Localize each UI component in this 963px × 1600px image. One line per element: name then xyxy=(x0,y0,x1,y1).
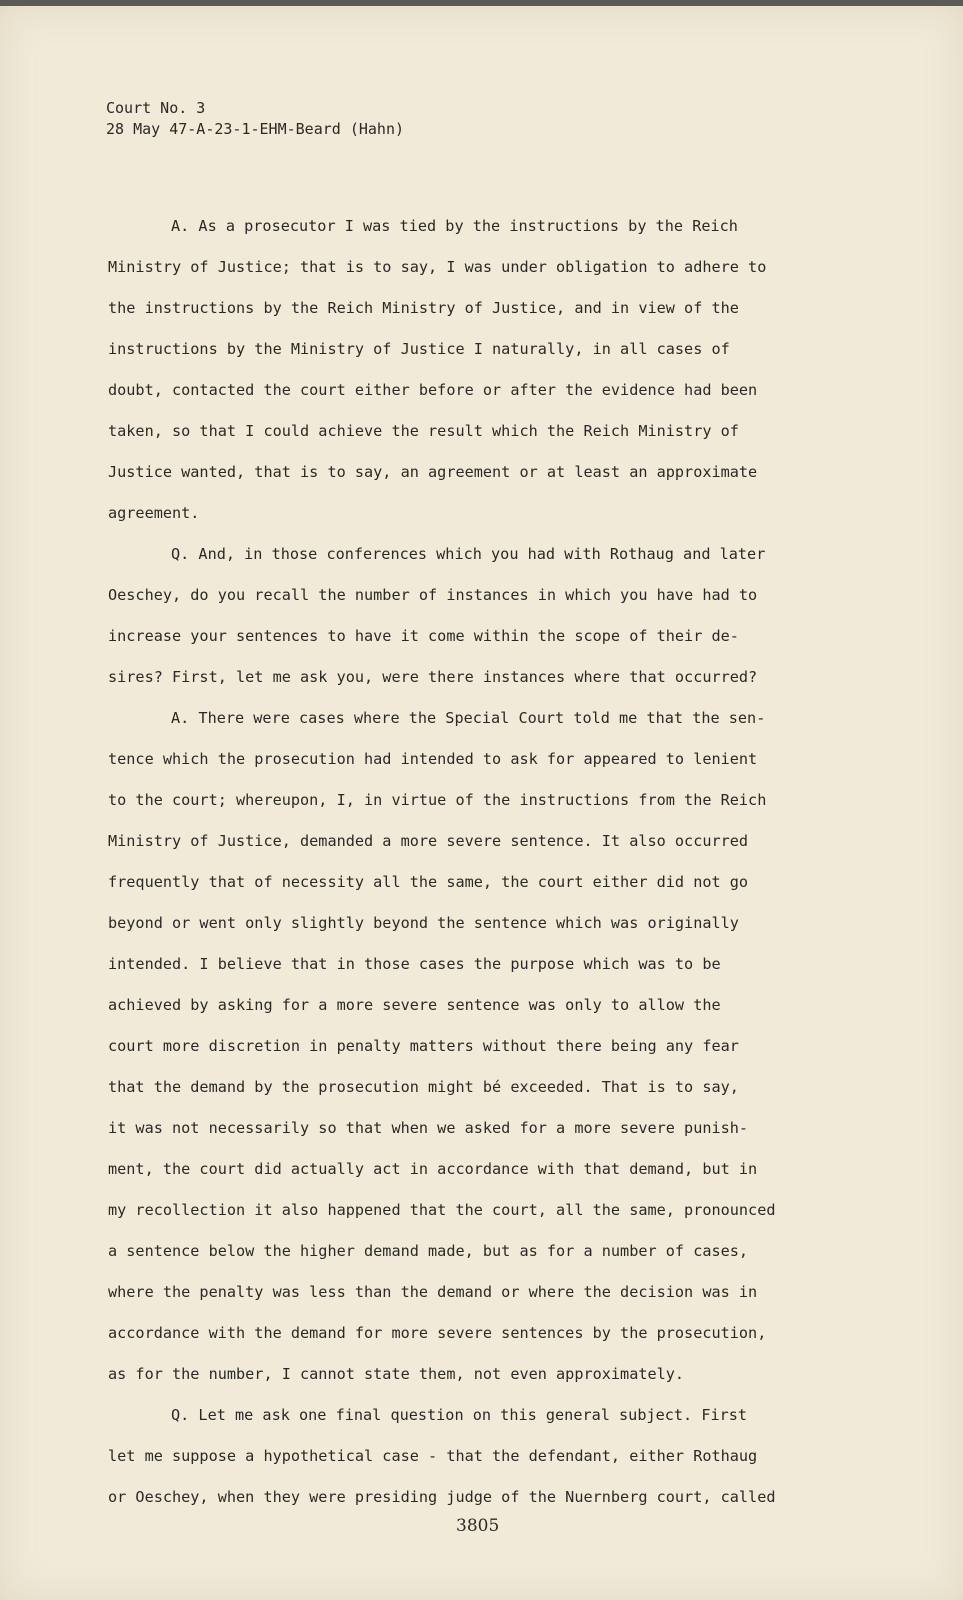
transcript-line: or Oeschey, when they were presiding judge of the Nuernberg court, called xyxy=(108,1488,776,1506)
transcript-line: taken, so that I could achieve the result which the Reich Ministry of xyxy=(108,422,739,440)
transcript-line: Ministry of Justice; that is to say, I was under obligation to adhere to xyxy=(108,258,767,276)
transcript-line: A. There were cases where the Special Court told me that the sen- xyxy=(171,709,766,727)
document-page xyxy=(0,6,963,1600)
transcript-line: a sentence below the higher demand made, but as for a number of cases, xyxy=(108,1242,749,1260)
transcript-line: that the demand by the prosecution might bé exceeded. That is to say, xyxy=(108,1078,739,1096)
transcript-line: tence which the prosecution had intended to ask for appeared to lenient xyxy=(108,750,758,768)
transcript-line: instructions by the Ministry of Justice I naturally, in all cases of xyxy=(108,340,730,358)
transcript-line: agreement. xyxy=(108,504,200,522)
transcript-line: A. As a prosecutor I was tied by the instructions by the Reich xyxy=(171,217,738,235)
transcript-line: the instructions by the Reich Ministry of Justice, and in view of the xyxy=(108,299,739,317)
transcript-body xyxy=(108,206,878,1518)
transcript-line: court more discretion in penalty matters without there being any fear xyxy=(108,1037,739,1055)
transcript-line: where the penalty was less than the demand or where the decision was in xyxy=(108,1283,758,1301)
transcript-line: Ministry of Justice, demanded a more severe sentence. It also occurred xyxy=(108,832,749,850)
transcript-line: it was not necessarily so that when we asked for a more severe punish- xyxy=(108,1119,749,1137)
transcript-line: achieved by asking for a more severe sentence was only to allow the xyxy=(108,996,721,1014)
document-header xyxy=(106,98,404,140)
transcript-line: Justice wanted, that is to say, an agreement or at least an approximate xyxy=(108,463,758,481)
transcript-line: ment, the court did actually act in accordance with that demand, but in xyxy=(108,1160,758,1178)
document-reference: 28 May 47-A-23-1-EHM-Beard (Hahn) xyxy=(106,120,405,138)
page-number: 3805 xyxy=(456,1516,500,1536)
transcript-line: increase your sentences to have it come within the scope of their de- xyxy=(108,627,739,645)
court-number: Court No. 3 xyxy=(106,99,206,117)
transcript-line: Q. And, in those conferences which you had with Rothaug and later xyxy=(171,545,766,563)
transcript-line: my recollection it also happened that the court, all the same, pronounced xyxy=(108,1201,776,1219)
transcript-line: as for the number, I cannot state them, not even approximately. xyxy=(108,1365,685,1383)
transcript-line: beyond or went only slightly beyond the sentence which was originally xyxy=(108,914,739,932)
transcript-line: Q. Let me ask one final question on this general subject. First xyxy=(171,1406,748,1424)
transcript-line: Oeschey, do you recall the number of instances in which you have had to xyxy=(108,586,758,604)
transcript-line: to the court; whereupon, I, in virtue of the instructions from the Reich xyxy=(108,791,767,809)
transcript-line: frequently that of necessity all the same, the court either did not go xyxy=(108,873,749,891)
transcript-line: sires? First, let me ask you, were there instances where that occurred? xyxy=(108,668,758,686)
transcript-line: accordance with the demand for more severe sentences by the prosecution, xyxy=(108,1324,767,1342)
transcript-line: doubt, contacted the court either before or after the evidence had been xyxy=(108,381,758,399)
transcript-line: let me suppose a hypothetical case - that the defendant, either Rothaug xyxy=(108,1447,758,1465)
transcript-line: intended. I believe that in those cases the purpose which was to be xyxy=(108,955,721,973)
